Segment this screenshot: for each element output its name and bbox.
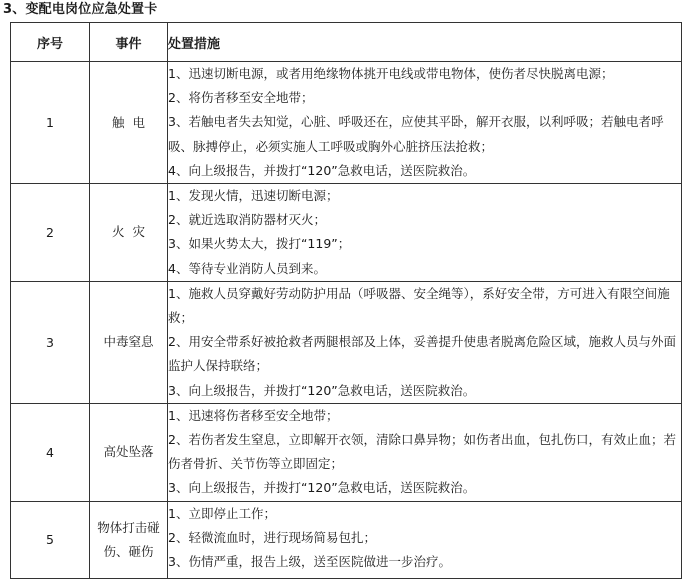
serial-number-cell: 5 — [11, 501, 90, 578]
serial-number-cell: 2 — [11, 184, 90, 282]
measure-step: 4、向上级报告，并拨打“120”急救电话，送医院救治。 — [168, 162, 476, 178]
measure-step: 3、如果火势太大，拨打“119”； — [168, 236, 351, 252]
table-row — [11, 501, 682, 578]
measure-step: 2、用安全带系好被抢救者两腿根部及上体，妥善提升使患者脱离危险区域，施救人员与外面监护人保持联络； — [168, 334, 676, 374]
emergency-handling-table — [10, 22, 682, 579]
event-cell — [90, 501, 168, 578]
event-line: 伤、砸伤 — [103, 543, 154, 559]
table-header-row — [11, 23, 682, 62]
table-row — [11, 62, 682, 184]
measure-step: 3、伤情严重，报告上级，送至医院做进一步治疗。 — [168, 554, 451, 570]
measure-step: 3、向上级报告，并拨打“120”急救电话，送医院救治。 — [168, 382, 476, 398]
measure-step: 2、轻微流血时，进行现场简易包扎； — [168, 529, 376, 545]
serial-number-cell: 1 — [11, 62, 90, 184]
measure-step: 4、等待专业消防人员到来。 — [168, 260, 326, 276]
event-cell: 触 电 — [90, 62, 168, 184]
measures-cell — [168, 184, 682, 282]
header-measures: 处置措施 — [168, 23, 682, 62]
header-event: 事件 — [90, 23, 168, 62]
measure-step: 1、迅速将伤者移至安全地带； — [168, 407, 339, 423]
event-cell: 中毒窒息 — [90, 281, 168, 403]
measure-step: 1、发现火情，迅速切断电源； — [168, 188, 339, 204]
serial-number-cell: 4 — [11, 403, 90, 501]
measure-step: 2、若伤者发生窒息，立即解开衣领，清除口鼻异物；如伤者出血，包扎伤口，有效止血；若伤者骨折、关节伤等立即固定； — [168, 432, 676, 472]
measure-step: 3、向上级报告，并拨打“120”急救电话，送医院救治。 — [168, 480, 476, 496]
measure-step: 2、就近选取消防器材灭火； — [168, 212, 326, 228]
measures-cell — [168, 403, 682, 501]
event-cell: 高处坠落 — [90, 403, 168, 501]
header-serial-number: 序号 — [11, 23, 90, 62]
measure-step: 2、将伤者移至安全地带； — [168, 90, 314, 106]
event-cell: 火 灾 — [90, 184, 168, 282]
measure-step: 1、迅速切断电源，或者用绝缘物体挑开电线或带电物体，使伤者尽快脱离电源； — [168, 66, 614, 81]
serial-number-cell: 3 — [11, 281, 90, 403]
measure-step: 1、施救人员穿戴好劳动防护用品（呼吸器、安全绳等），系好安全带，方可进入有限空间施救； — [168, 285, 670, 326]
event-line: 物体打击碰 — [97, 519, 160, 535]
measures-cell — [168, 281, 682, 403]
measures-cell — [168, 501, 682, 578]
measures-cell — [168, 62, 682, 184]
document-title: 3、变配电岗位应急处置卡 — [3, 2, 158, 17]
table-row — [11, 403, 682, 501]
table-row — [11, 184, 682, 282]
table-row — [11, 281, 682, 403]
measure-step: 3、若触电者失去知觉，心脏、呼吸还在，应使其平卧，解开衣服，以利呼吸；若触电者呼吸、脉搏停止，必须实施人工呼吸或胸外心脏挤压法抢救； — [168, 114, 664, 154]
measure-step: 1、立即停止工作； — [168, 505, 276, 521]
